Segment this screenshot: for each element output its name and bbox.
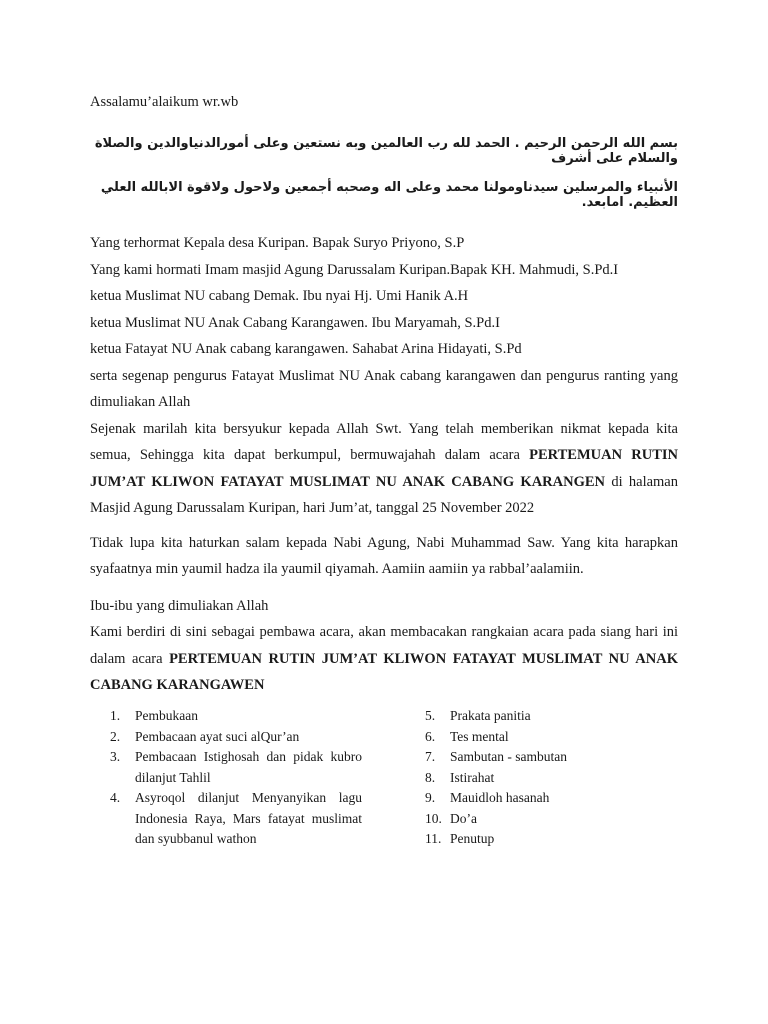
agenda-column-right: [425, 706, 625, 850]
agenda-item: 3. Pembacaan Istighosah dan pidak kubro dilanjut Tahlil: [110, 749, 362, 785]
agenda-item: 8. Istirahat: [425, 769, 495, 785]
salutation-line: ketua Muslimat NU cabang Demak. Ibu nyai Hj. Umi Hanik A.H: [90, 288, 469, 304]
agenda-item: 9. Mauidloh hasanah: [425, 790, 550, 805]
salutation-line: serta segenap pengurus Fatayat Muslimat NU Anak cabang karangawen dan pengurus ranting yang dimuliakan Allah: [90, 367, 678, 410]
salutation-line: Yang kami hormati Imam masjid Agung Darussalam Kuripan.Bapak KH. Mahmudi, S.Pd.I: [90, 261, 619, 278]
document-body: [90, 230, 678, 699]
arabic-opening-line-1: بسم الله الرحمن الرحيم . الحمد لله رب العالمين وبه نستعين وعلى أمورالدنياوالدين والصلاة والسلام على أشرف: [94, 136, 678, 166]
event-title: PERTEMUAN RUTIN JUM’AT KLIWON FATAYAT MUSLIMAT NU ANAK CABANG KARANGEN: [90, 447, 678, 490]
agenda-item: 11. Penutup: [425, 831, 495, 846]
agenda-item: 4. Asyroqol dilanjut Menyanyikan lagu Indonesia Raya, Mars fatayat muslimat dan syubbanul wathon: [110, 790, 362, 846]
agenda-item: 5. Prakata panitia: [425, 708, 531, 723]
address-line: Ibu-ibu yang dimuliakan Allah: [90, 597, 269, 614]
agenda-item: 10. Do’a: [425, 810, 477, 826]
agenda-item: 2. Pembacaan ayat suci alQur’an: [110, 728, 300, 744]
arabic-opening-line-2: الأنبياء والمرسلين سيدناومولنا محمد وعلى اله وصحبه أجمعين ولاحول ولاقوة الابالله العلي العظيم. امابعد.: [100, 180, 678, 210]
agenda-intro-paragraph: Kami berdiri di sini sebagai pembawa acara, akan membacakan rangkaian acara pada siang hari ini dalam acara PERTEMUAN RUTIN JUM’AT KLIWON FATAYAT MUSLIMAT NU ANAK CABANG KARANGAWEN: [90, 624, 678, 693]
event-title: PERTEMUAN RUTIN JUM’AT KLIWON FATAYAT MUSLIMAT NU ANAK CABANG KARANGAWEN: [90, 650, 678, 693]
gratitude-paragraph: Sejenak marilah kita bersyukur kepada Allah Swt. Yang telah memberikan nikmat kepada kita semua, Sehingga kita dapat berkumpul, bermuwajahah dalam acara PERTEMUAN RUTIN JUM’AT KLIWON FATAYAT MUSLIMAT NU ANAK CABANG KARANGEN di halaman Masjid Agung Darussalam Kuripan, hari Jum’at, tanggal 25 November 2022: [90, 420, 678, 516]
salutation-line: ketua Fatayat NU Anak cabang karangawen. Sahabat Arina Hidayati, S.Pd: [90, 341, 522, 357]
agenda-item: 7. Sambutan - sambutan: [425, 749, 567, 764]
agenda-item: 6. Tes mental: [425, 728, 509, 744]
agenda-column-left: [110, 706, 362, 850]
agenda-item: 1. Pembukaan: [110, 708, 198, 723]
salutation-line: Yang terhormat Kepala desa Kuripan. Bapak Suryo Priyono, S.P: [90, 235, 465, 251]
salutation-line: ketua Muslimat NU Anak Cabang Karangawen. Ibu Maryamah, S.Pd.I: [90, 314, 500, 331]
greeting: Assalamu’alaikum wr.wb: [90, 94, 239, 110]
salawat-paragraph: Tidak lupa kita haturkan salam kepada Nabi Agung, Nabi Muhammad Saw. Yang kita harapkan syafaatnya min yaumil hadza ila yaumil qiyamah. Aamiin aamiin ya rabbal’aalamiin.: [90, 534, 678, 577]
